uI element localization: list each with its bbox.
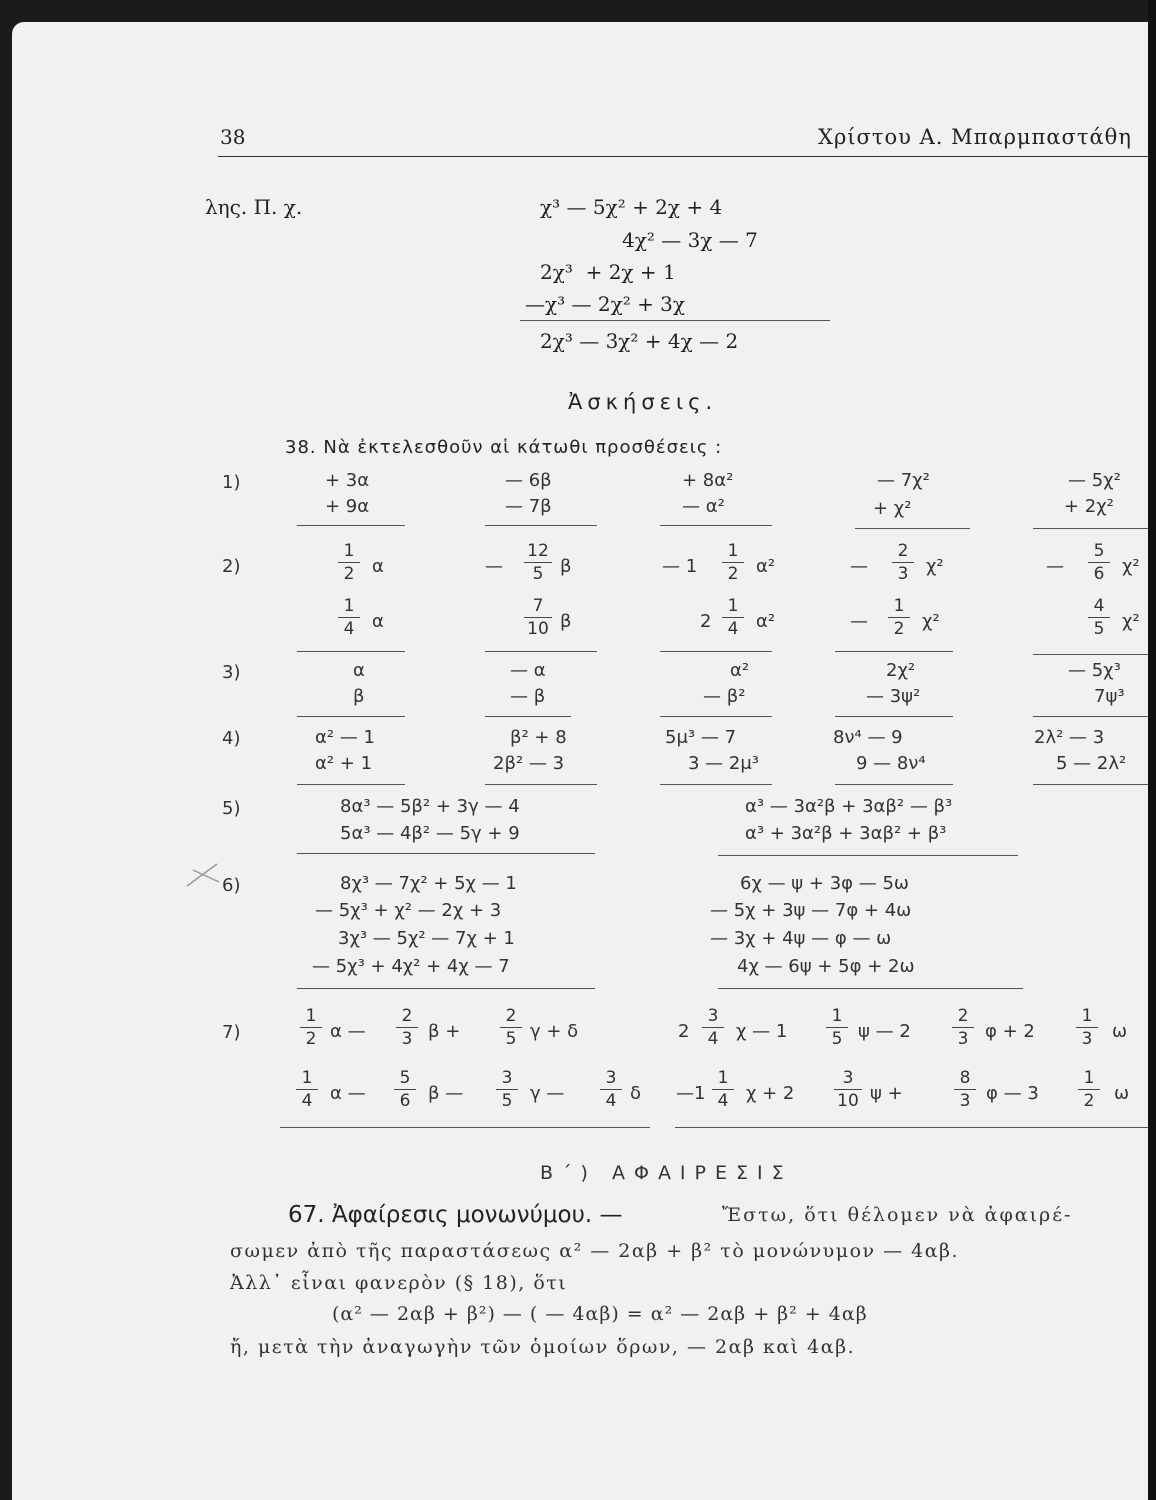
para-line-3: Ἀλλ᾽ εἶναι φανερὸν (§ 18), ὅτι xyxy=(230,1272,568,1294)
r7a-frac-7: 1 3 xyxy=(1076,1006,1098,1049)
r7b-op-9: ω xyxy=(1114,1083,1130,1104)
r7a-op-5: χ — 1 xyxy=(736,1021,788,1042)
r3-c2-rule xyxy=(485,716,571,717)
para-line-5: ἤ, μετὰ τὴν ἀναγωγὴν τῶν ὁμοίων ὅρων, — 2αβ καὶ 4αβ. xyxy=(230,1336,856,1358)
r2-c4b-var: χ² xyxy=(922,611,940,632)
row-label-1: 1) xyxy=(222,472,241,493)
example-line-1: χ³ — 5χ² + 2χ + 4 xyxy=(540,195,723,219)
r3-c5-rule xyxy=(1033,716,1156,717)
r3-c3-top: α² xyxy=(730,660,750,681)
r2-c3a-var: α² xyxy=(756,556,776,577)
r7-left-rule xyxy=(280,1127,650,1128)
r5-right-top: α³ — 3α²β + 3αβ² — β³ xyxy=(745,796,953,817)
r7a-frac-5: 1 5 xyxy=(826,1006,848,1049)
r4-c3-rule xyxy=(660,784,772,785)
r5-left-bot: 5α³ — 4β² — 5γ + 9 xyxy=(340,823,520,844)
r1-c2-rule xyxy=(485,525,597,526)
example-line-2: 4χ² — 3χ — 7 xyxy=(622,228,758,252)
r2-c3a-frac: 1 2 xyxy=(722,541,744,584)
r2-c2b-var: β xyxy=(560,611,572,632)
r7b-frac-6: 3 10 xyxy=(834,1068,862,1111)
r7b-frac-5: 1 4 xyxy=(712,1068,734,1111)
r3-c1-top: α xyxy=(353,660,365,681)
r3-c2-top: — α xyxy=(510,660,546,681)
r2-c3b-frac: 1 4 xyxy=(722,596,744,639)
section-heading: Β΄) ΑΦΑΙΡΕΣΙΣ xyxy=(540,1162,793,1184)
r2-c4b-sign: — xyxy=(850,611,868,632)
r7a-op-4: 2 xyxy=(678,1021,690,1042)
r3-c4-rule xyxy=(835,716,953,717)
r4-c5-bot: 5 — 2λ² xyxy=(1056,753,1127,774)
para-line-2: σωμεν ἀπὸ τῆς παραστάσεως α² — 2αβ + β² τὸ μονώνυμον — 4αβ. xyxy=(230,1240,960,1262)
r2-c5a-frac: 5 6 xyxy=(1088,541,1110,584)
r7b-frac-1: 1 4 xyxy=(296,1068,318,1111)
r7a-frac-1: 1 2 xyxy=(300,1006,322,1049)
r1-c1-bot: + 9α xyxy=(325,496,370,517)
r7a-op-1: α — xyxy=(330,1021,366,1042)
r2-c1-rule xyxy=(297,651,405,652)
r6-left-rule xyxy=(297,988,595,989)
r2-c2-rule xyxy=(485,651,597,652)
r7a-op-7: φ + 2 xyxy=(985,1021,1035,1042)
r7a-op-8: ω xyxy=(1112,1021,1128,1042)
example-line-4: —χ³ — 2χ² + 3χ xyxy=(525,292,686,316)
para-line-1: Ἔστω, ὅτι θέλομεν νὰ ἀφαιρέ- xyxy=(722,1204,1073,1226)
r5-left-rule xyxy=(297,853,595,854)
r7b-op-8: φ — 3 xyxy=(986,1083,1039,1104)
r7b-op-3: γ — xyxy=(530,1083,565,1104)
r2-c2a-var: β xyxy=(560,556,572,577)
r4-c1-top: α² — 1 xyxy=(315,727,375,748)
r5-right-rule xyxy=(718,855,1018,856)
r2-c3-rule xyxy=(660,651,772,652)
r2-c5-rule xyxy=(1033,654,1156,655)
r3-c3-bot: — β² xyxy=(703,686,746,707)
r1-c4-top: — 7χ² xyxy=(877,470,930,491)
page-number: 38 xyxy=(220,125,246,149)
r4-c2-top: β² + 8 xyxy=(510,727,567,748)
r6-left-1: 8χ³ — 7χ² + 5χ — 1 xyxy=(340,873,517,894)
r7a-frac-3: 2 5 xyxy=(500,1006,522,1049)
r7a-frac-6: 2 3 xyxy=(952,1006,974,1049)
r2-c1b-var: α xyxy=(372,611,384,632)
r2-c1a-var: α xyxy=(372,556,384,577)
r7-right-rule xyxy=(675,1127,1156,1128)
r4-c3-top: 5μ³ — 7 xyxy=(665,727,737,748)
r6-right-3: — 3χ + 4ψ — φ — ω xyxy=(710,928,892,949)
r4-c4-top: 8ν⁴ — 9 xyxy=(833,727,903,748)
r6-left-3: 3χ³ — 5χ² — 7χ + 1 xyxy=(338,928,515,949)
example-line-3: 2χ³ + 2χ + 1 xyxy=(540,260,676,284)
r2-c3a-whole: — 1 xyxy=(662,556,698,577)
r2-c4a-frac: 2 3 xyxy=(892,541,914,584)
r7a-op-3: γ + δ xyxy=(530,1021,579,1042)
r2-c4b-frac: 1 2 xyxy=(888,596,910,639)
r3-c1-bot: β xyxy=(353,686,365,707)
row-label-6: 6) xyxy=(222,875,241,896)
row-label-7: 7) xyxy=(222,1022,241,1043)
pencil-mark xyxy=(183,860,223,890)
r2-c2a-frac: 12 5 xyxy=(524,541,552,584)
r2-c4-rule xyxy=(835,651,953,652)
r1-c3-top: + 8α² xyxy=(682,470,734,491)
r5-right-bot: α³ + 3α²β + 3αβ² + β³ xyxy=(745,823,947,844)
r1-c5-rule xyxy=(1033,528,1156,529)
para-title: 67. Ἀφαίρεσις μονωνύμου. — xyxy=(288,1202,623,1228)
row-label-5: 5) xyxy=(222,798,241,819)
r7b-frac-2: 5 6 xyxy=(394,1068,416,1111)
r5-left-top: 8α³ — 5β² + 3γ — 4 xyxy=(340,796,520,817)
r4-c5-rule xyxy=(1033,784,1156,785)
r7b-frac-8: 1 2 xyxy=(1078,1068,1100,1111)
r4-c5-top: 2λ² — 3 xyxy=(1034,727,1105,748)
scan-edge xyxy=(1148,0,1156,1500)
r4-c1-rule xyxy=(297,784,405,785)
example-result: 2χ³ — 3χ² + 4χ — 2 xyxy=(540,329,739,353)
r7b-op-6: χ + 2 xyxy=(746,1083,795,1104)
r7b-op-1: α — xyxy=(330,1083,366,1104)
r2-c5a-var: χ² xyxy=(1122,556,1140,577)
r2-c4a-var: χ² xyxy=(926,556,944,577)
row-label-2: 2) xyxy=(222,556,241,577)
r7b-frac-3: 3 5 xyxy=(496,1068,518,1111)
header-rule xyxy=(218,156,1156,157)
r2-c2b-frac: 7 10 xyxy=(524,596,552,639)
r2-c1a-frac: 1 2 xyxy=(338,541,360,584)
r7a-op-2: β + xyxy=(428,1021,461,1042)
exercises-title: Ἀσκήσεις. xyxy=(568,390,718,414)
r6-right-4: 4χ — 6ψ + 5φ + 2ω xyxy=(737,956,915,977)
running-title: Χρίστου Α. Μπαρμπαστάθη xyxy=(818,125,1132,149)
r7b-op-2: β — xyxy=(428,1083,464,1104)
r6-right-2: — 5χ + 3ψ — 7φ + 4ω xyxy=(710,900,912,921)
r1-c1-top: + 3α xyxy=(325,470,370,491)
r4-c3-bot: 3 — 2μ³ xyxy=(688,753,760,774)
r3-c5-top: — 5χ³ xyxy=(1068,660,1121,681)
r3-c4-bot: — 3ψ² xyxy=(866,686,921,707)
para-equation: (α² — 2αβ + β²) — ( — 4αβ) = α² — 2αβ + β² + 4αβ xyxy=(332,1303,868,1325)
r7a-op-6: ψ — 2 xyxy=(858,1021,911,1042)
r1-c1-rule xyxy=(297,525,405,526)
r6-left-4: — 5χ³ + 4χ² + 4χ — 7 xyxy=(312,956,510,977)
r1-c2-top: — 6β xyxy=(505,470,552,491)
r2-c5a-sign: — xyxy=(1046,556,1064,577)
r4-c2-bot: 2β² — 3 xyxy=(493,753,565,774)
r7b-frac-4: 3 4 xyxy=(600,1068,622,1111)
r6-right-1: 6χ — ψ + 3φ — 5ω xyxy=(740,873,909,894)
r2-c5b-frac: 4 5 xyxy=(1088,596,1110,639)
row-label-3: 3) xyxy=(222,662,241,683)
r1-c5-bot: + 2χ² xyxy=(1064,496,1114,517)
r3-c2-bot: — β xyxy=(510,686,546,707)
r3-c3-rule xyxy=(660,716,772,717)
exercise-intro: 38. Νὰ ἐκτελεσθοῦν αἱ κάτωθι προσθέσεις : xyxy=(285,437,723,458)
r7b-frac-7: 8 3 xyxy=(954,1068,976,1111)
r1-c5-top: — 5χ² xyxy=(1068,470,1121,491)
r1-c3-rule xyxy=(660,525,772,526)
book-page xyxy=(12,22,1156,1500)
r6-right-rule xyxy=(718,988,1023,989)
row-label-4: 4) xyxy=(222,728,241,749)
r7b-op-5: —1 xyxy=(676,1083,706,1104)
r4-c4-rule xyxy=(835,784,953,785)
r4-c2-rule xyxy=(485,784,597,785)
r4-c4-bot: 9 — 8ν⁴ xyxy=(856,753,926,774)
r3-c1-rule xyxy=(297,716,405,717)
r6-left-2: — 5χ³ + χ² — 2χ + 3 xyxy=(315,900,502,921)
r2-c5b-var: χ² xyxy=(1122,611,1140,632)
r7a-frac-4: 3 4 xyxy=(702,1006,724,1049)
r2-c1b-frac: 1 4 xyxy=(338,596,360,639)
r1-c4-rule xyxy=(855,528,970,529)
r4-c1-bot: α² + 1 xyxy=(315,753,373,774)
r3-c4-top: 2χ² xyxy=(886,660,916,681)
r7b-op-4: δ xyxy=(630,1083,642,1104)
r1-c2-bot: — 7β xyxy=(505,496,552,517)
r2-c2a-sign: — xyxy=(485,556,503,577)
intro-label: λης. Π. χ. xyxy=(205,195,303,219)
r1-c3-bot: — α² xyxy=(682,496,725,517)
r2-c3b-whole: 2 xyxy=(700,611,712,632)
r1-c4-bot: + χ² xyxy=(873,498,912,519)
r3-c5-bot: 7ψ³ xyxy=(1094,686,1125,707)
r7a-frac-2: 2 3 xyxy=(396,1006,418,1049)
r7b-op-7: ψ + xyxy=(870,1083,903,1104)
example-sum-rule xyxy=(520,320,830,321)
r2-c4a-sign: — xyxy=(850,556,868,577)
r2-c3b-var: α² xyxy=(756,611,776,632)
